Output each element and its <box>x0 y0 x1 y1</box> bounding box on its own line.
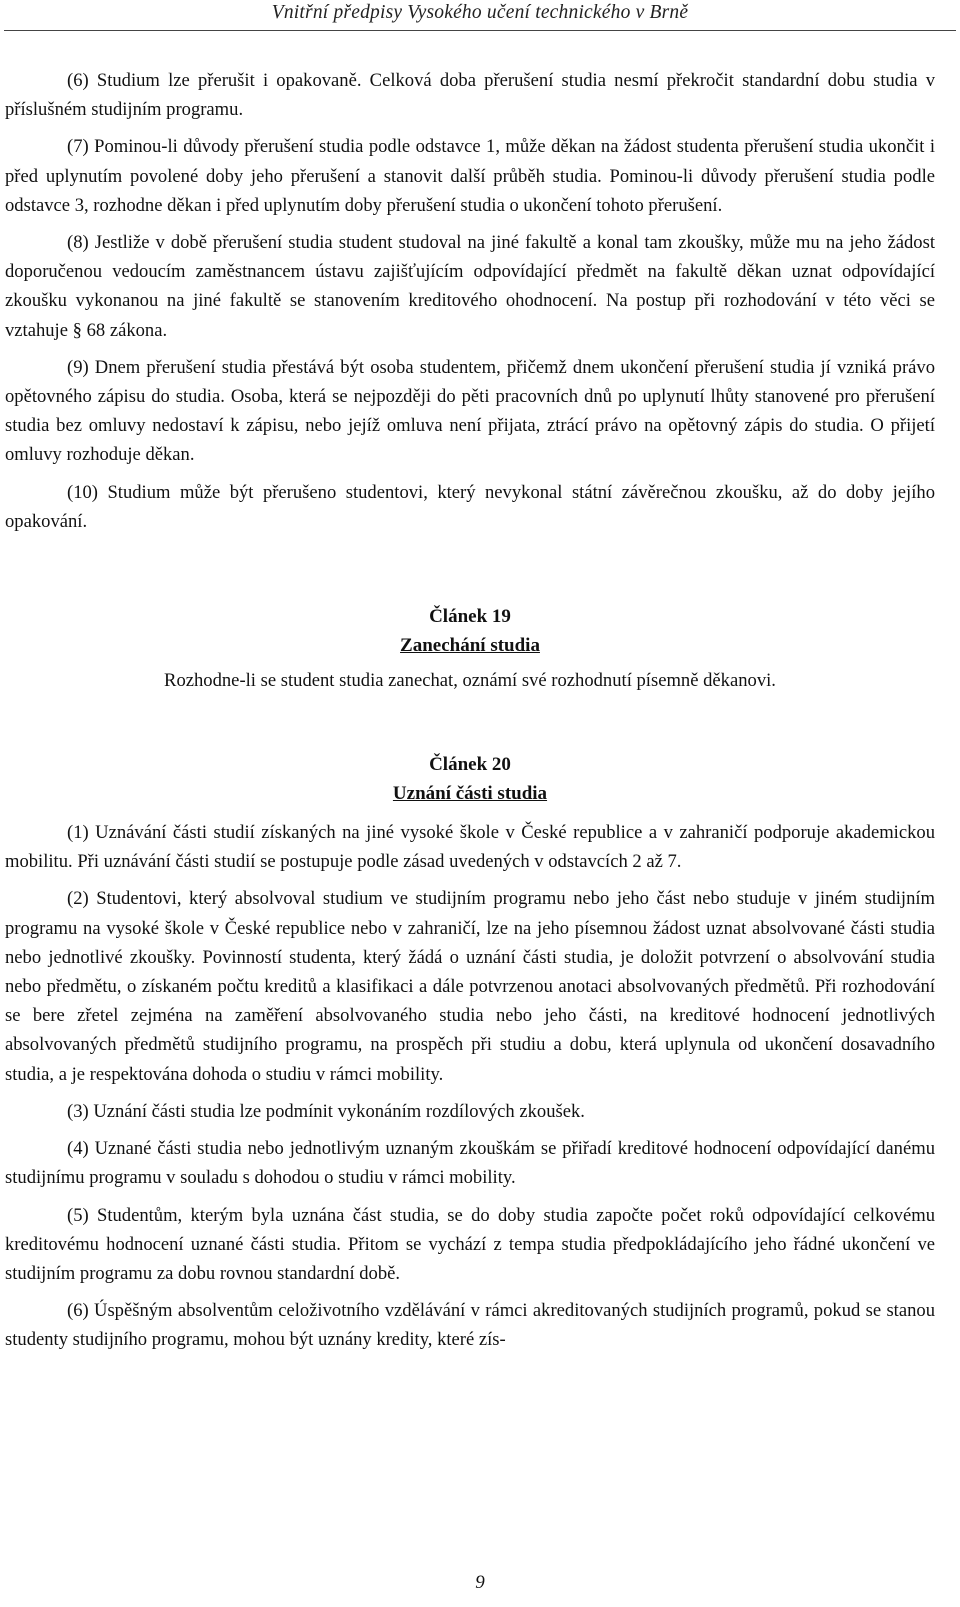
paragraph: (10) Studium může být přerušeno studentovi, který nevykonal státní závěrečnou zkoušku, až do doby jejího opakování. <box>5 481 935 532</box>
paragraph: (9) Dnem přerušení studia přestává být osoba studentem, přičemž dnem ukončení přerušení studia jí vzniká právo opětovného zápisu do studia. Osoba, která se nejpozději do pěti pracovních dnů po uplynutí lhůty stanovené pro přerušení studia bez omluvy nedostaví k zápisu, nebo jejíž omluva není přijata, ztrácí právo na opětovný zápis do studia. O přijetí omluvy rozhoduje děkan. <box>5 356 935 466</box>
article-19-text: Rozhodne-li se student studia zanechat, oznámí své rozhodnutí písemně děkanovi. <box>164 670 776 692</box>
article-20-title: Uznání části studia <box>392 782 548 804</box>
paragraph: (6) Úspěšným absolventům celoživotního vzdělávání v rámci akreditovaných studijních programů, pokud se stanou studenty studijního programu, mohou být uznány kredity, které zís- <box>5 1300 935 1351</box>
paragraph: (4) Uznané části studia nebo jednotlivým uznaným zkouškám se přiřadí kreditové hodnocení odpovídající danému studijnímu programu v souladu s dohodou o studiu v rámci mobility. <box>5 1138 935 1189</box>
paragraph: (7) Pominou-li důvody přerušení studia podle odstavce 1, může děkan na žádost studenta přerušení studia ukončit i před uplynutím povolené doby jeho přerušení a stanovit další průběh studia. Pominou-li důvody přerušení studia podle odstavce 3, rozhodne děkan i před uplynutím doby přerušení studia o ukončení tohoto přerušení. <box>5 136 935 216</box>
article-19-number: Článek 19 <box>429 606 511 628</box>
paragraph: (1) Uznávání části studií získaných na jiné vysoké škole v České republice a v zahraničí podporuje akademickou mobilitu. Při uznávání části studií se postupuje podle zásad uvedených v odstavcích 2 až 7. <box>5 822 935 873</box>
document-body <box>5 66 935 1363</box>
article-19-title: Zanechání studia <box>400 635 540 657</box>
paragraph: (2) Studentovi, který absolvoval studium ve studijním programu nebo jeho část nebo studuje v jiném studijním programu na vysoké škole v České republice nebo v zahraničí, lze na jeho písemnou žádost uznat absolvované části studia nebo jednotlivé zkoušky. Povinností studenta, který žádá o uznání části studia, je doložit potvrzení o absolvování studia nebo předmětu, o získaném počtu kreditů a klasifikaci a dále potvrzenou anotaci absolvovaných předmětů. Při rozhodování se bere zřetel zejména na zaměření absolvovaného studia nebo jeho části, na kreditové hodnocení jednotlivých absolvovaných předmětů studijního programu, na prospěch při studiu a dobu, která uplynula od ukončení dosavadního studia, a je respektována dohoda o studiu v rámci mobility. <box>5 888 935 1085</box>
paragraph: (5) Studentům, kterým byla uznána část studia, se do doby studia započte počet roků odpovídající celkovému kreditovému hodnocení uznané části studia. Přitom se vychází z tempa studia předpokládajícího jeho řádné ukončení ve studijním programu za dobu rovnou standardní době. <box>5 1204 935 1284</box>
article-20-number: Článek 20 <box>429 753 511 775</box>
page-number: 9 <box>475 1572 485 1593</box>
paragraph: (3) Uznání části studia lze podmínit vykonáním rozdílových zkoušek. <box>67 1100 585 1122</box>
spacer <box>5 544 935 602</box>
header-rule <box>4 30 956 31</box>
paragraph: (8) Jestliže v době přerušení studia student studoval na jiné fakultě a konal tam zkoušky, může mu na jeho žádost doporučenou vedoucím zaměstnancem ústavu zajišťujícím odpovídající předmět na fakultě děkan uznat odpovídající zkoušku vykonanou na jiné fakultě se stanovením kreditového ohodnocení. Na postup při rozhodování v této věci se vztahuje § 68 zákona. <box>5 232 935 341</box>
page-header: Vnitřní předpisy Vysokého učení technického v Brně <box>271 2 689 23</box>
paragraph: (6) Studium lze přerušit i opakovaně. Celková doba přerušení studia nesmí překročit standardní dobu studia v příslušném studijním programu. <box>5 70 935 121</box>
spacer <box>5 704 935 750</box>
